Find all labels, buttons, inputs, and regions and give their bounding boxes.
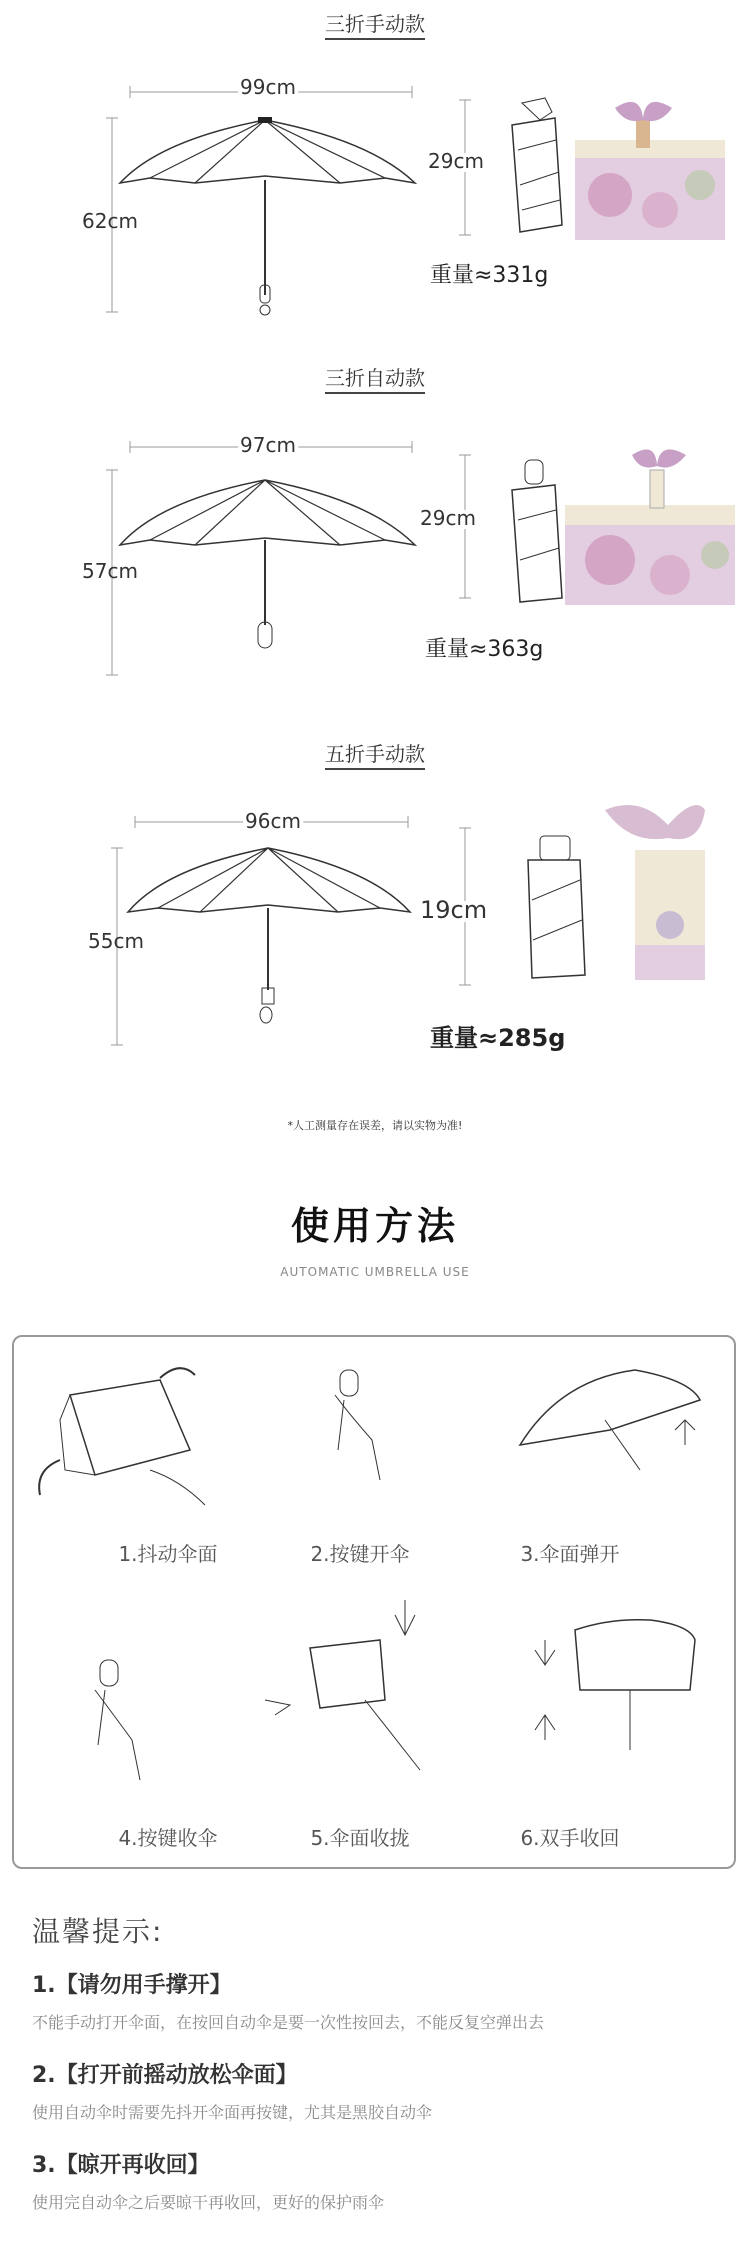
model-3-height: 55cm <box>88 929 144 953</box>
step-label-1: 1.抖动伞面 <box>118 1542 218 1566</box>
step-6-illustration <box>535 1620 695 1750</box>
tips-title: 温馨提示: <box>32 1915 164 1948</box>
model-1-weight: 重量≈331g <box>430 263 549 288</box>
model-2-folded-length: 29cm <box>420 506 476 530</box>
model-2-weight: 重量≈363g <box>425 637 544 662</box>
usage-subtitle: AUTOMATIC UMBRELLA USE <box>280 1265 470 1279</box>
tip-3-head: 3.【晾开再收回】 <box>32 2153 210 2178</box>
step-label-5: 5.伞面收拢 <box>310 1826 410 1850</box>
measurement-note: *人工测量存在误差，请以实物为准! <box>287 1119 463 1132</box>
model-2-height: 57cm <box>82 559 138 583</box>
model-1-title: 三折手动款 <box>0 8 750 37</box>
tip-1-body: 不能手动打开伞面，在按回自动伞是要一次性按回去，不能反复空弹出去 <box>32 2013 545 2032</box>
model-1-folded-length: 29cm <box>428 149 484 173</box>
model-2-title: 三折自动款 <box>0 362 750 391</box>
model-2-width: 97cm <box>240 433 296 457</box>
tip-2-head: 2.【打开前摇动放松伞面】 <box>32 2063 298 2088</box>
step-label-2: 2.按键开伞 <box>310 1542 410 1566</box>
step-label-3: 3.伞面弹开 <box>520 1542 620 1566</box>
model-1-width: 99cm <box>240 75 296 99</box>
tip-1-head: 1.【请勿用手撑开】 <box>32 1973 232 1998</box>
step-3-illustration <box>520 1370 700 1470</box>
step-1-illustration <box>39 1368 205 1505</box>
model-3-folded-length: 19cm <box>420 896 488 924</box>
step-label-6: 6.双手收回 <box>520 1826 620 1850</box>
usage-title: 使用方法 <box>290 1204 459 1248</box>
tip-2-body: 使用自动伞时需要先抖开伞面再按键，尤其是黑胶自动伞 <box>32 2103 433 2122</box>
step-label-4: 4.按键收伞 <box>118 1826 218 1850</box>
tip-3-body: 使用完自动伞之后要晾干再收回，更好的保护雨伞 <box>32 2193 385 2212</box>
step-2-illustration <box>335 1370 380 1480</box>
model-3-width: 96cm <box>245 809 301 833</box>
model-3-title: 五折手动款 <box>0 738 750 767</box>
step-4-illustration <box>95 1660 140 1780</box>
step-5-illustration <box>265 1600 420 1770</box>
model-1-height: 62cm <box>82 209 138 233</box>
model-3-weight: 重量≈285g <box>430 1024 566 1052</box>
